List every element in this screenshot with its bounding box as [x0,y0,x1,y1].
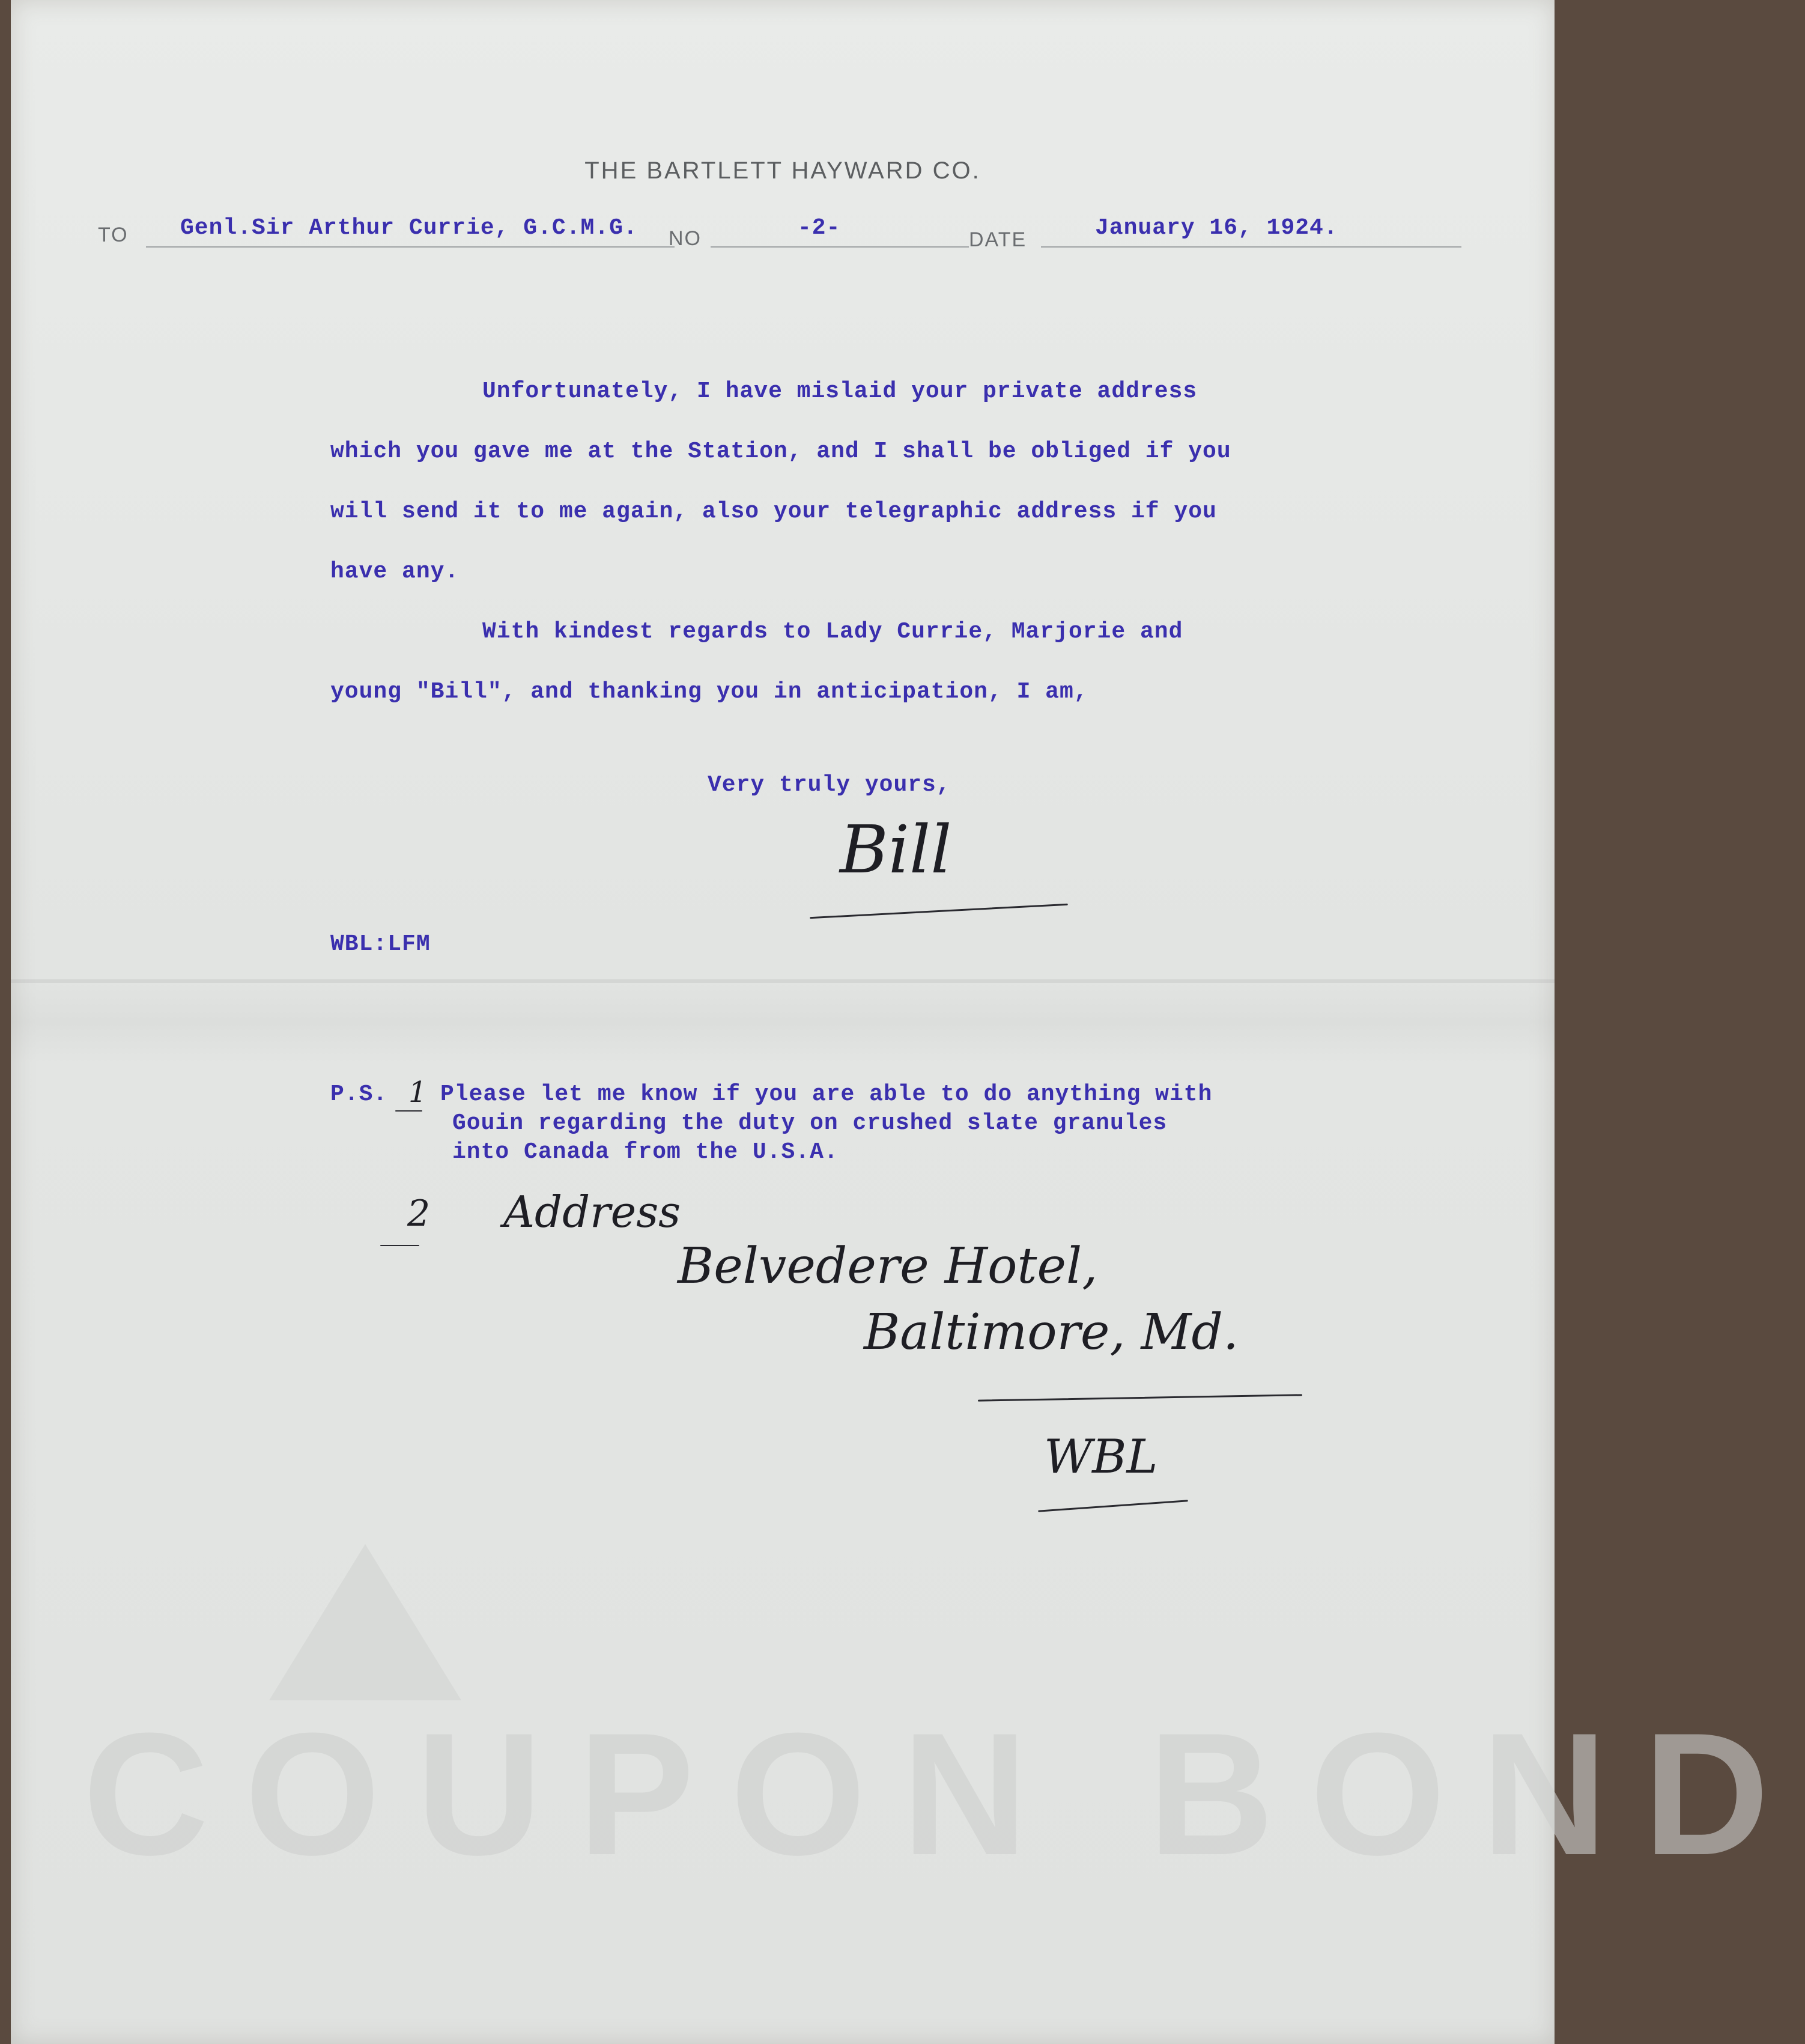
marker-underline [395,1110,422,1112]
number-label: NO [669,227,702,250]
watermark-logo [269,1544,461,1700]
postscript-line: into Canada from the U.S.A. [452,1139,839,1165]
note-underline [978,1394,1302,1401]
signature-underline [810,904,1068,919]
body-line: young "Bill", and thanking you in anticipation, I am, [330,679,1088,705]
company-letterhead: THE BARTLETT HAYWARD CO. [584,157,981,184]
letter-sheet [11,0,1805,2044]
date-label: DATE [969,228,1027,251]
typist-initials: WBL:LFM [330,931,431,957]
note-line: Belvedere Hotel, [678,1238,1098,1295]
postscript-marker: 1 [408,1075,427,1109]
body-line: will send it to me again, also your telegraphic address if you [330,499,1217,525]
note-line: Address [503,1187,681,1237]
initials-underline [1038,1500,1188,1512]
paper-fold [11,979,1555,983]
body-line: Unfortunately, I have mislaid your private address [482,379,1198,404]
page-number: -2- [798,215,841,241]
body-line: have any. [330,559,460,585]
body-line: With kindest regards to Lady Currie, Marjorie and [482,619,1183,645]
date-rule [1041,246,1461,248]
watermark-text: COUPON BOND [83,1697,1805,1891]
body-line: which you gave me at the Station, and I shall be obliged if you [330,439,1231,464]
recipient: Genl.Sir Arthur Currie, G.C.M.G. [180,215,638,241]
letter-date: January 16, 1924. [1095,215,1338,241]
postscript-line: Gouin regarding the duty on crushed slate granules [452,1110,1168,1136]
postscript-label: P.S. [330,1081,388,1107]
note-initials: WBL [1044,1430,1158,1484]
note-marker: 2 [407,1193,431,1235]
signature: Bill [840,811,952,888]
note-marker-underline [380,1245,419,1246]
to-label: TO [98,224,129,246]
to-rule [146,246,675,248]
note-line: Baltimore, Md. [864,1304,1239,1361]
valediction: Very truly yours, [708,772,951,798]
postscript-line: Please let me know if you are able to do anything with [440,1081,1213,1107]
number-rule [711,246,969,248]
